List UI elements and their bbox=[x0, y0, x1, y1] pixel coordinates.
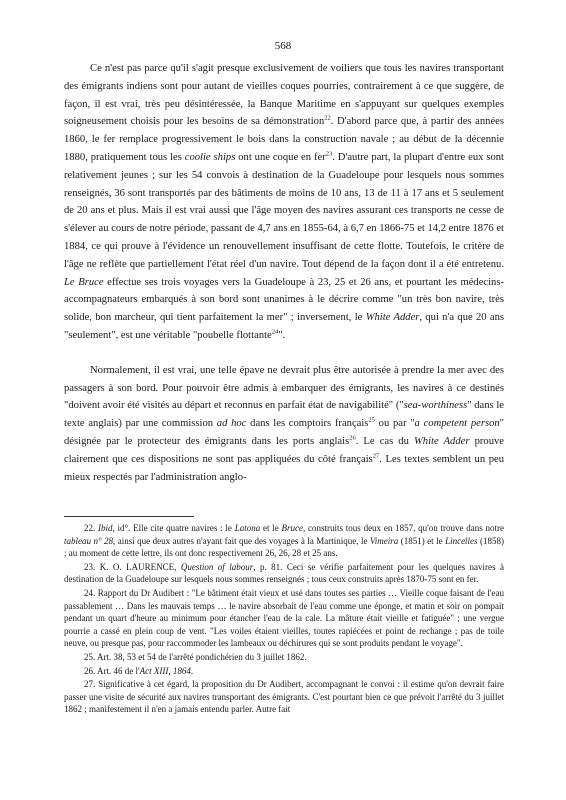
text-segment: effectue ses trois voyages vers la Guadeloupe à 23, 25 et 26 ans, et pourtant les médecins-accompagnateurs embarqués à son bord sont unanimes à le décrire comme "un très bon navire, très solide, bon marcheur, qui tient parfaitement la mer" ; inversement, le bbox=[64, 276, 504, 324]
text-segment: . D'autre part, la plupart d'entre eux sont relativement jeunes ; sur les 54 convois à destination de la Guadeloupe pour lesquels nous sommes renseignés, 36 sont transportés par des bâtiments de moins de 10 ans, 13 de 11 à 17 ans et 5 seulement de 20 ans et plus. Mais il est vrai aussi que l'âge moyen des navires assurant ces transports ne cesse de s'élever au cours de notre période, passant de 4,7 ans en 1855-64, à 6,7 en 1866-75 et 14,2 entre 1876 et 1884, ce qui prouve à l'évidence un renouvellement insuffisant de cette flotte. Toutefois, le critère de l'âge ne reflète que partiellement l'état réel d'un navire. Tout dépend de la façon dont il a été entretenu. bbox=[64, 151, 504, 270]
text-segment: ad hoc bbox=[216, 418, 247, 430]
text-segment: (1858) ; au moment de cette lettre, ils ont donc respectivement 26, 26, 28 et 25 ans. bbox=[64, 535, 505, 559]
text-segment: White Adder bbox=[413, 435, 470, 447]
footnote bbox=[64, 665, 504, 678]
text-segment: Ce n'est pas parce qu'il s'agit presque exclusivement de voiliers que tous les navires transportant des émigrants indiens sont pour autant de vieilles coques pourries, contrairement à ce que suggère, de façon, il est vrai, très peu désintéressée, la Banque Maritime en s'appuyant sur quelques exemples soigneusement choisis pour les besoins de sa démonstration bbox=[64, 63, 504, 128]
text-segment: (1851) et le bbox=[398, 535, 446, 546]
footnote-ref: 22 bbox=[324, 114, 331, 122]
page-number: 568 bbox=[274, 40, 292, 52]
text-segment: " désignée par le protecteur des émigrants dans les ports anglais bbox=[64, 418, 504, 447]
text-segment: . bbox=[190, 665, 194, 676]
text-segment: Normalement, il est vrai, une telle épave ne devrait plus être autorisée à prendre la mer avec des passagers à son bord. Pour pouvoir être admis à embarquer des émigrants, les navires à ce destinés "doivent avoir été visités au départ et reconnus en parfait état de navigabilité" (" bbox=[64, 364, 504, 412]
text-segment: sea-worthiness bbox=[403, 400, 468, 412]
text-segment: 27. Significative à cet égard, la proposition du Dr Audibert, accompagnant le convoi : il estime qu'on devrait faire passer une visite de sécurité aux navires transportant des émigrants. C'est pourtant bien ce que prévoit l'arrêté du 3 juillet 1862 ; manifestement il n'en a jamais entendu parler. Autre fait bbox=[64, 679, 504, 715]
footnote-ref: 24 bbox=[271, 328, 279, 336]
text-segment: coolie ships bbox=[184, 151, 236, 163]
footnote-separator bbox=[64, 516, 194, 517]
text-segment: , ainsi que deux autres n'ayant fait que des voyages à la Martinique, le bbox=[113, 535, 370, 546]
text-segment: , construits tous deux en 1857, qu'on trouve dans notre bbox=[303, 523, 504, 533]
text-segment: Latona bbox=[234, 523, 261, 533]
text-segment: . Les textes semblent un peu mieux respectés par l'administration anglo- bbox=[64, 453, 504, 483]
footnote-ref: 23 bbox=[325, 150, 333, 158]
footnote-ref: 25 bbox=[368, 416, 375, 424]
text-segment: ". bbox=[278, 329, 286, 341]
text-segment: 24. Rapport du Dr Audibert : "Le bâtiment était vieux et usé dans toutes ses parties … Vieille coque faisant de l'eau passablement … Dans les mauvais temps … le navire absorbait de l'eau comme une éponge, et matin et soir on pompait pendant un quart d'heure au minimum pour étancher l'eau de la cale. La mâture était vieille et fatiguée" ; une vergue pourrie a cassé en plein coup de vent. "Les voiles étaient vieilles, toutes rapiécées et point de rechange ; pas de toile neuve, ou presque pas, pour raccommoder les lambeaux ou déchirures qui se sont produits pendant le voyage". bbox=[64, 587, 504, 649]
text-segment: a competent person bbox=[414, 418, 500, 430]
footnote bbox=[64, 522, 504, 560]
text-segment: Le Bruce bbox=[64, 276, 104, 288]
text-segment: Act XIII, 1864 bbox=[139, 665, 191, 676]
footnote bbox=[64, 651, 504, 664]
footnote-ref: 26 bbox=[349, 434, 356, 442]
body-text bbox=[64, 60, 504, 486]
text-segment: et le bbox=[260, 523, 282, 533]
text-segment: Bruce bbox=[281, 523, 304, 533]
text-segment: , id°. Elle cite quatre navires : le bbox=[112, 523, 235, 533]
footnote bbox=[64, 587, 504, 650]
text-segment: prouve clairement que ces dispositions ne sont pas appliquées du côté français bbox=[64, 435, 504, 465]
text-segment: 23. K. O. LAURENCE, bbox=[84, 561, 181, 572]
text-segment: 25. Art. 38, 53 et 54 de l'arrêté pondichérien du 3 juillet 1862. bbox=[84, 651, 307, 662]
text-segment: 22. bbox=[84, 523, 99, 533]
text-segment: ou par " bbox=[374, 418, 415, 430]
paragraph bbox=[64, 362, 504, 487]
text-segment: , qui n'a que 20 ans "seulement", est une véritable "poubelle flottante bbox=[64, 312, 504, 341]
text-segment: " dans le texte anglais) par une commission bbox=[64, 400, 504, 430]
footnote bbox=[64, 678, 504, 716]
paragraph bbox=[64, 60, 504, 345]
footnote-ref: 27 bbox=[372, 452, 380, 460]
text-segment: 26. Art. 46 de l' bbox=[84, 665, 140, 676]
text-segment: Question of labour bbox=[180, 561, 254, 572]
footnotes bbox=[64, 522, 504, 717]
text-segment: Vimeira bbox=[369, 535, 399, 546]
text-segment: ont une coque en fer bbox=[235, 151, 326, 163]
text-segment: dans les comptoirs français bbox=[246, 418, 369, 430]
text-segment: Lincelles bbox=[445, 535, 478, 546]
text-segment: . D'abord parce que, à partir des années 1860, le fer remplace progressivement le bois dans la construction navale ; au début de la décennie 1880, pratiquement tous les bbox=[64, 116, 504, 163]
text-segment: , p. 81. Ceci se vérifie parfaitement pour les quelques navires à destination de la Guadeloupe sur lesquels nous sommes renseignés ; tous ceux construits après 1870-75 sont en fer. bbox=[64, 561, 504, 585]
text-segment: Ibid bbox=[98, 523, 113, 533]
text-segment: tableau n° 28 bbox=[64, 535, 114, 546]
text-segment: . Le cas du bbox=[355, 435, 414, 447]
footnote bbox=[64, 561, 504, 586]
text-segment: White Adder bbox=[365, 312, 420, 324]
